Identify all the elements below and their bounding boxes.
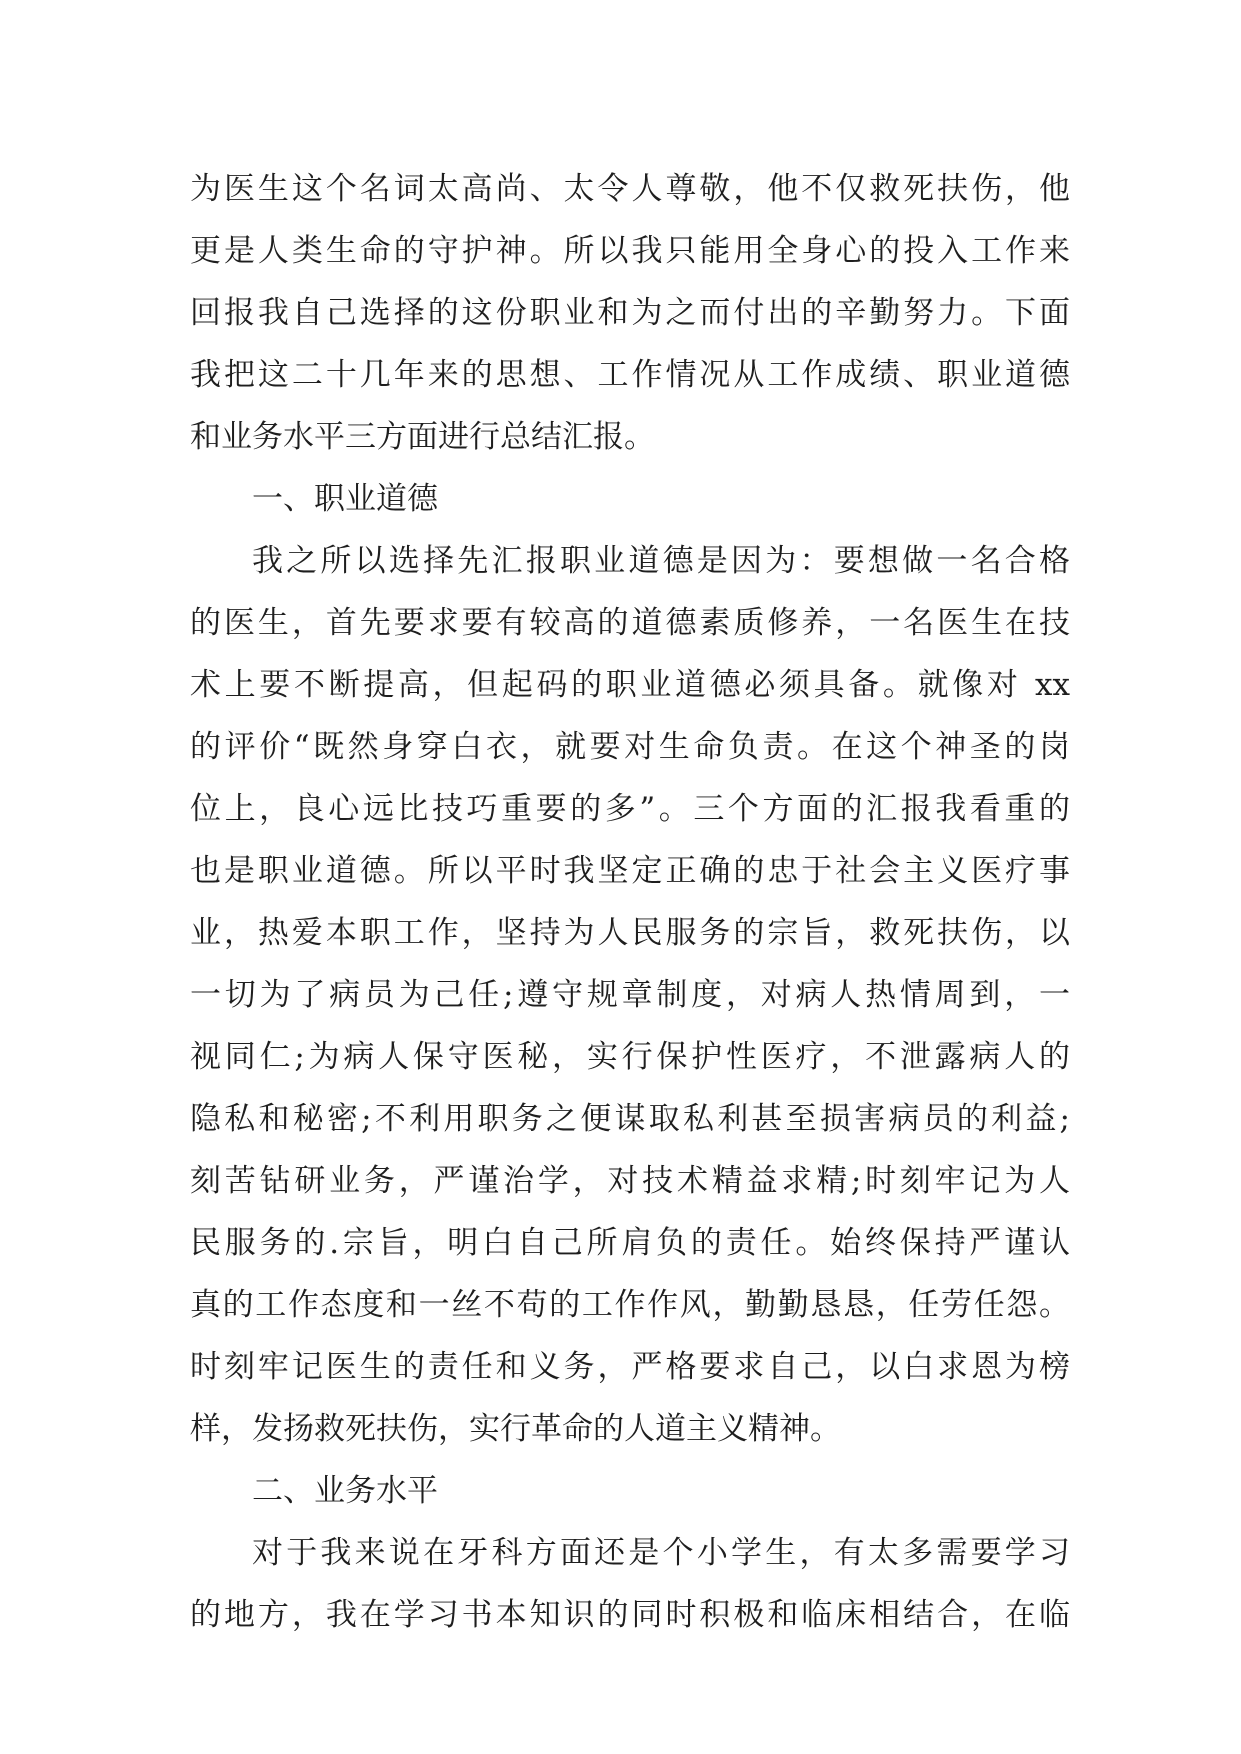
paragraph-line: 民服务的.宗旨，明白自己所肩负的责任。始终保持严谨认 [190, 1225, 1070, 1261]
paragraph-line: 我之所以选择先汇报职业道德是因为：要想做一名合格 [252, 543, 1070, 579]
paragraph-line: 隐私和秘密;不利用职务之便谋取私利甚至损害病员的利益; [190, 1101, 1070, 1137]
paragraph-line: 刻苦钻研业务，严谨治学，对技术精益求精;时刻牢记为人 [190, 1163, 1070, 1199]
paragraph-line: 为医生这个名词太高尚、太令人尊敬，他不仅救死扶伤，他 [190, 171, 1070, 207]
paragraph-line: 对于我来说在牙科方面还是个小学生，有太多需要学习 [252, 1535, 1070, 1571]
paragraph-line: 时刻牢记医生的责任和义务，严格要求自己，以白求恩为榜 [190, 1349, 1070, 1385]
paragraph-line: 也是职业道德。所以平时我坚定正确的忠于社会主义医疗事 [190, 853, 1070, 889]
paragraph-line: 业，热爱本职工作，坚持为人民服务的宗旨，救死扶伤，以 [190, 915, 1070, 951]
paragraph-line: 的地方，我在学习书本知识的同时积极和临床相结合，在临 [190, 1597, 1070, 1633]
section-heading-professional-skill: 二、业务水平 [252, 1473, 438, 1509]
paragraph-line: 和业务水平三方面进行总结汇报。 [190, 419, 655, 455]
paragraph-line: 视同仁;为病人保守医秘，实行保护性医疗，不泄露病人的 [190, 1039, 1070, 1075]
paragraph-line: 的评价“既然身穿白衣，就要对生命负责。在这个神圣的岗 [190, 729, 1070, 765]
paragraph-line: 的医生，首先要求要有较高的道德素质修养，一名医生在技 [190, 605, 1070, 641]
paragraph-line: 真的工作态度和一丝不苟的工作作风，勤勤恳恳，任劳任怨。 [190, 1287, 1070, 1323]
paragraph-line: 更是人类生命的守护神。所以我只能用全身心的投入工作来 [190, 233, 1070, 269]
paragraph-line: 样，发扬救死扶伤，实行革命的人道主义精神。 [190, 1411, 841, 1447]
paragraph-line: 位上，良心远比技巧重要的多”。三个方面的汇报我看重的 [190, 791, 1070, 827]
paragraph-line: 术上要不断提高，但起码的职业道德必须具备。就像对 xx [190, 667, 1070, 703]
paragraph-line: 一切为了病员为己任;遵守规章制度，对病人热情周到，一 [190, 977, 1070, 1013]
paragraph-line: 回报我自己选择的这份职业和为之而付出的辛勤努力。下面 [190, 295, 1070, 331]
paragraph-line: 我把这二十几年来的思想、工作情况从工作成绩、职业道德 [190, 357, 1070, 393]
section-heading-professional-ethics: 一、职业道德 [252, 481, 438, 517]
document-body [190, 158, 1070, 1646]
